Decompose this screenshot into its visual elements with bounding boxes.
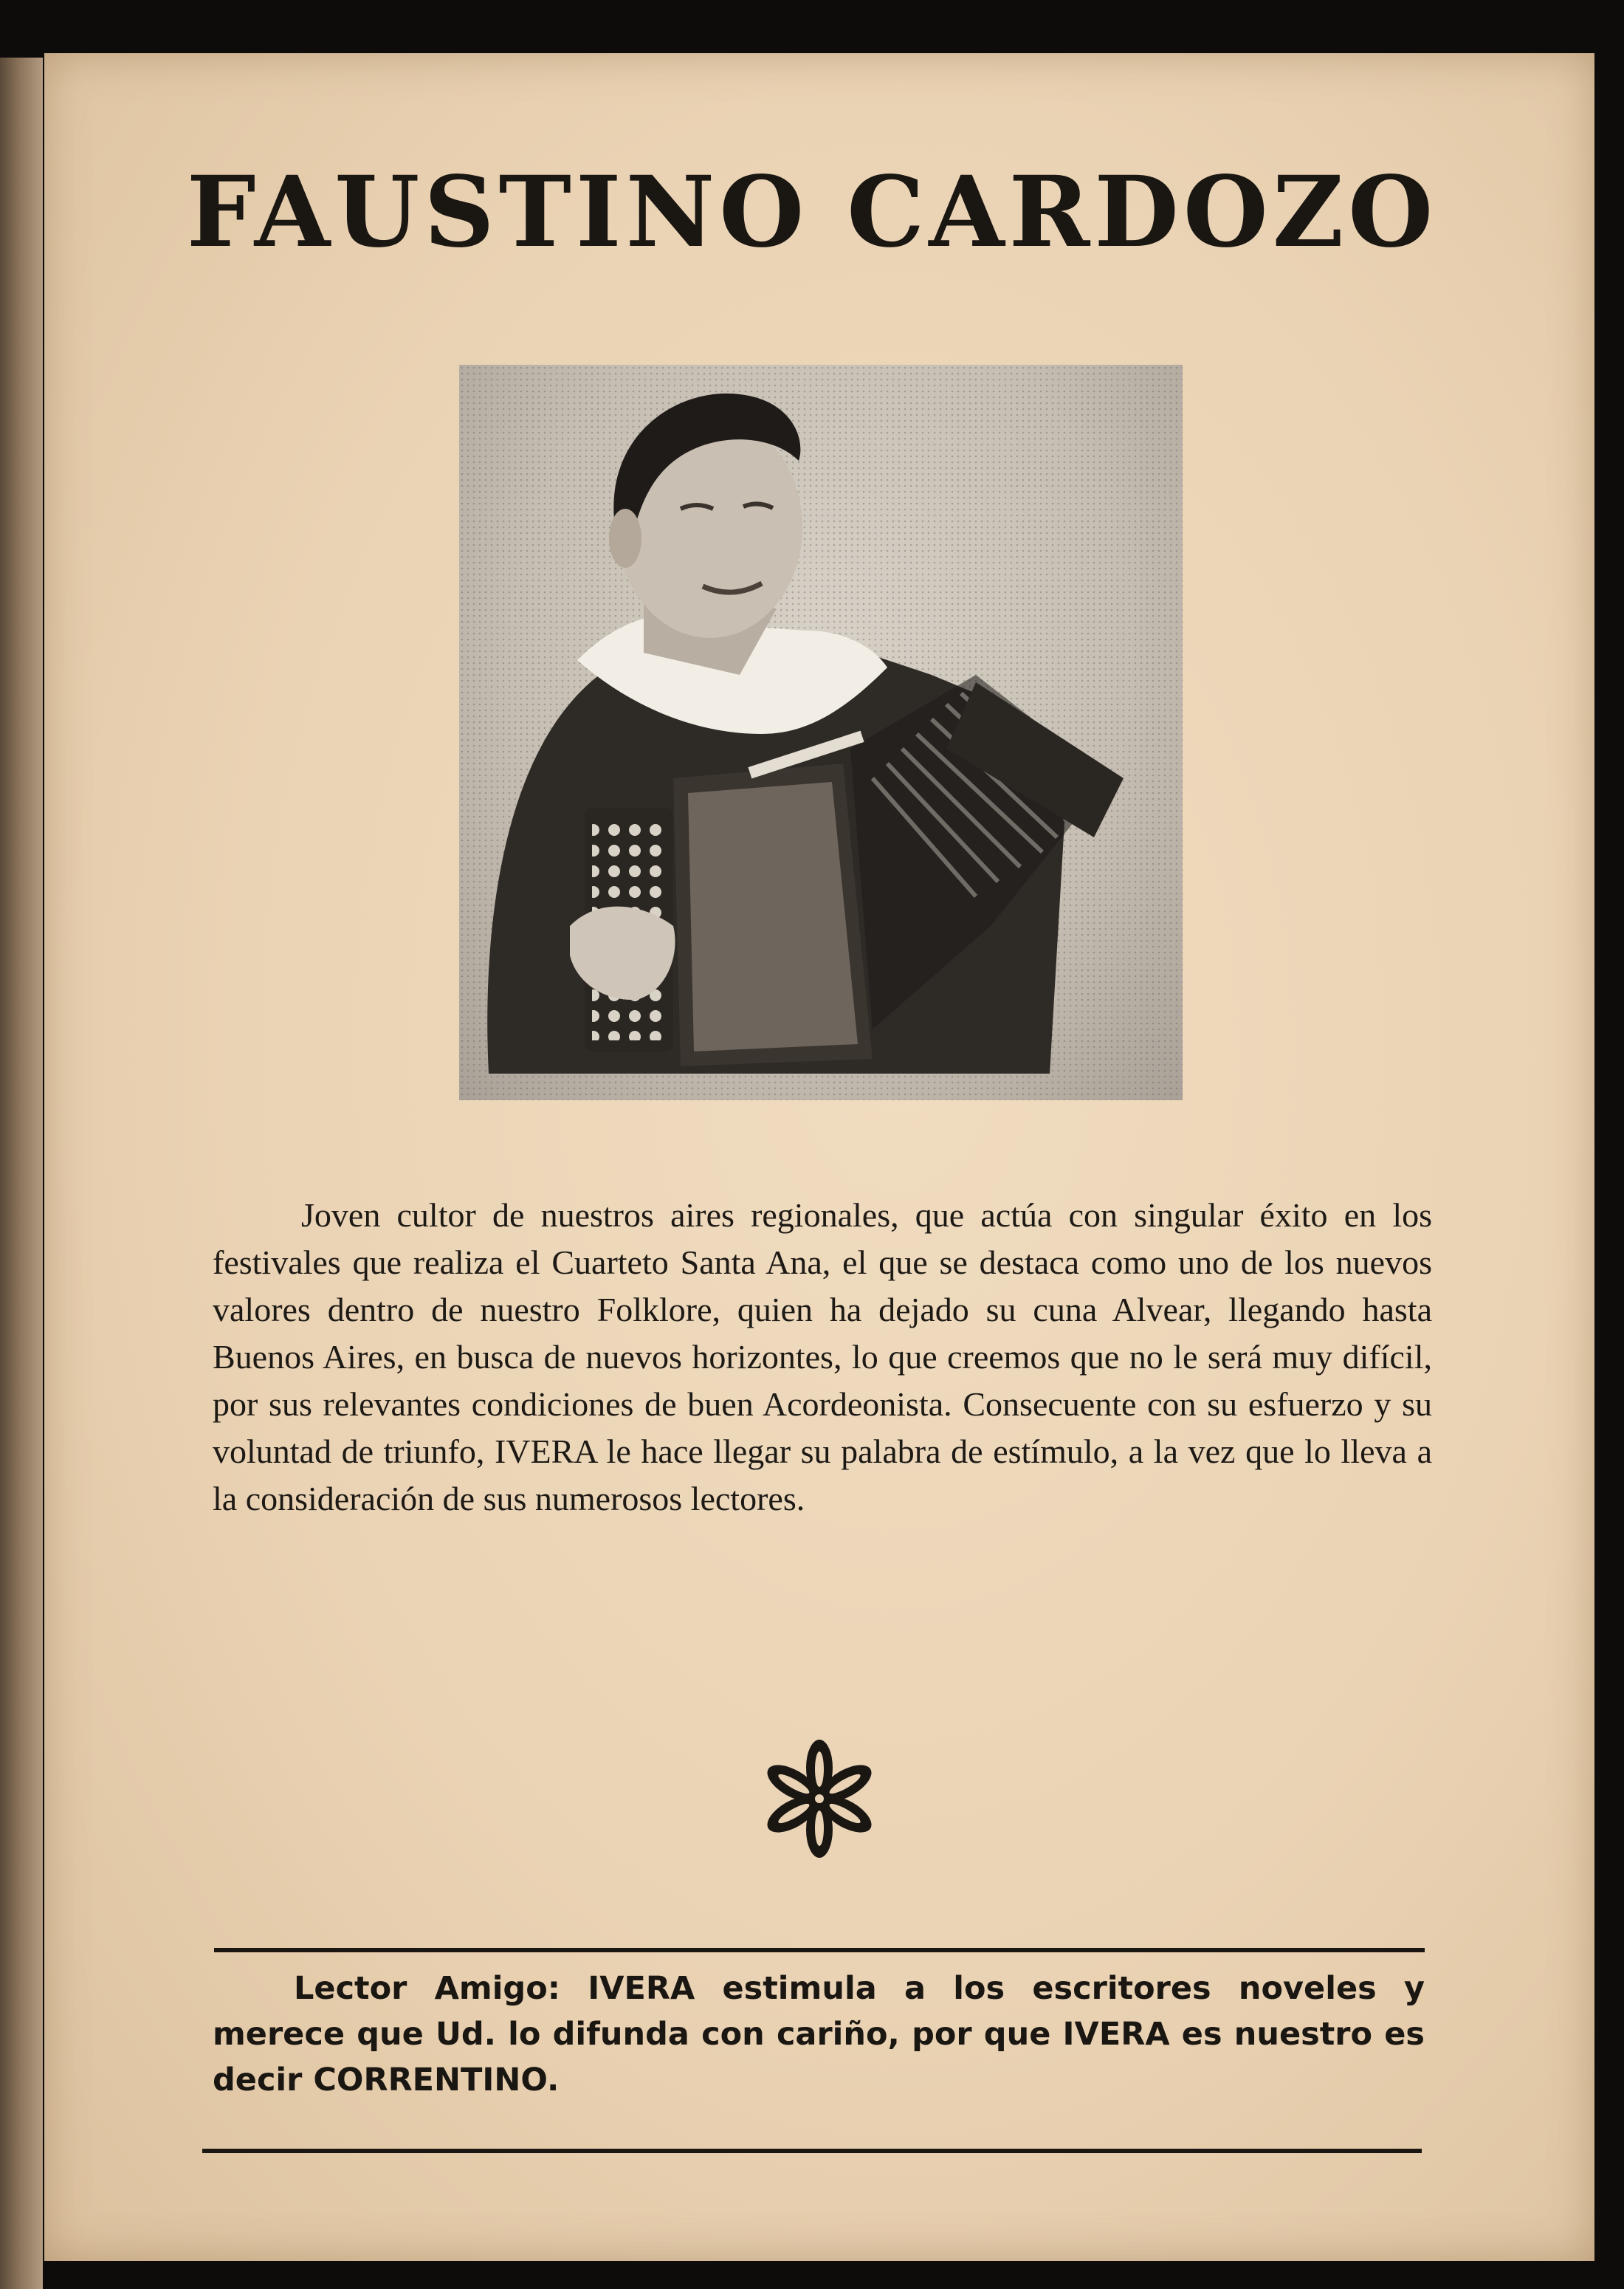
page-title: FAUSTINO CARDOZO [186, 155, 1438, 270]
book-spine-edge [0, 58, 43, 2289]
article-body-paragraph: Joven cultor de nuestros aires regionales, que actúa con singular éxito en los festivales que realiza el Cuarteto Santa Ana, el que se destaca como uno de los nuevos valores dentro de nuestro Folklore, quien ha dejado su cuna Alvear, llegando hasta Buenos Aires, en busca de nuevos horizontes, lo que creemos que no le será muy difícil, por sus relevantes condiciones de buen Acordeonista. Consecuente con su esfuerzo y su voluntad de triunfo, IVERA le hace llegar su palabra de estímulo, a la vez que lo lleva a la consideración de sus numerosos lectores. [213, 1196, 1432, 1517]
accordionist-portrait-photo [459, 365, 1183, 1100]
flower-ornament-icon [760, 1740, 878, 1858]
reader-notice: Lector Amigo: IVERA estimula a los escritores noveles y merece que Ud. lo difunda con cariño, por que IVERA es nuestro es decir CORRENTINO. [213, 1970, 1425, 2098]
notice-bottom-rule [202, 2149, 1422, 2153]
notice-top-rule [214, 1948, 1425, 1952]
